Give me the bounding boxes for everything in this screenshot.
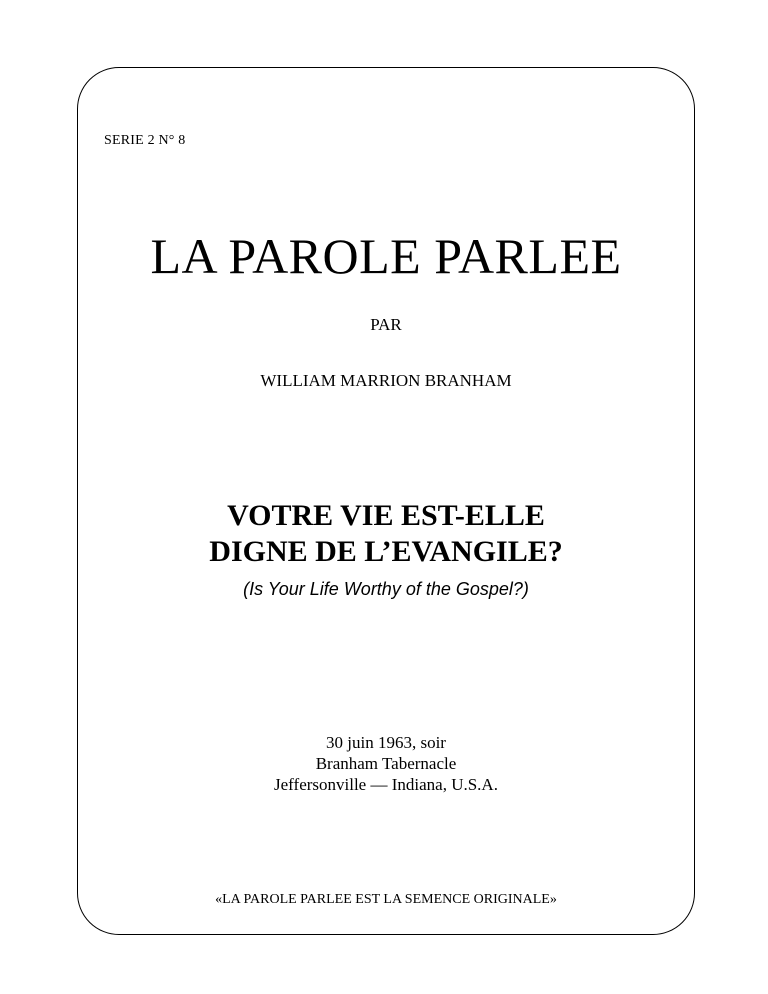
sermon-details bbox=[77, 732, 695, 795]
sermon-location: Jeffersonville — Indiana, U.S.A. bbox=[274, 775, 498, 794]
author-name: WILLIAM MARRION BRANHAM bbox=[260, 371, 512, 390]
sermon-title-line-1: VOTRE VIE EST-ELLE bbox=[227, 499, 545, 532]
motto: «LA PAROLE PARLEE EST LA SEMENCE ORIGINALE» bbox=[215, 892, 557, 907]
sermon-date: 30 juin 1963, soir bbox=[326, 733, 446, 752]
by-label: PAR bbox=[370, 315, 402, 334]
sermon-title bbox=[77, 498, 695, 570]
series-number: SERIE 2 N° 8 bbox=[104, 133, 186, 148]
english-title: (Is Your Life Worthy of the Gospel?) bbox=[243, 579, 529, 599]
sermon-venue: Branham Tabernacle bbox=[315, 754, 457, 773]
page-title: LA PAROLE PARLEE bbox=[150, 228, 622, 284]
sermon-title-line-2: DIGNE DE L’EVANGILE? bbox=[209, 535, 563, 568]
